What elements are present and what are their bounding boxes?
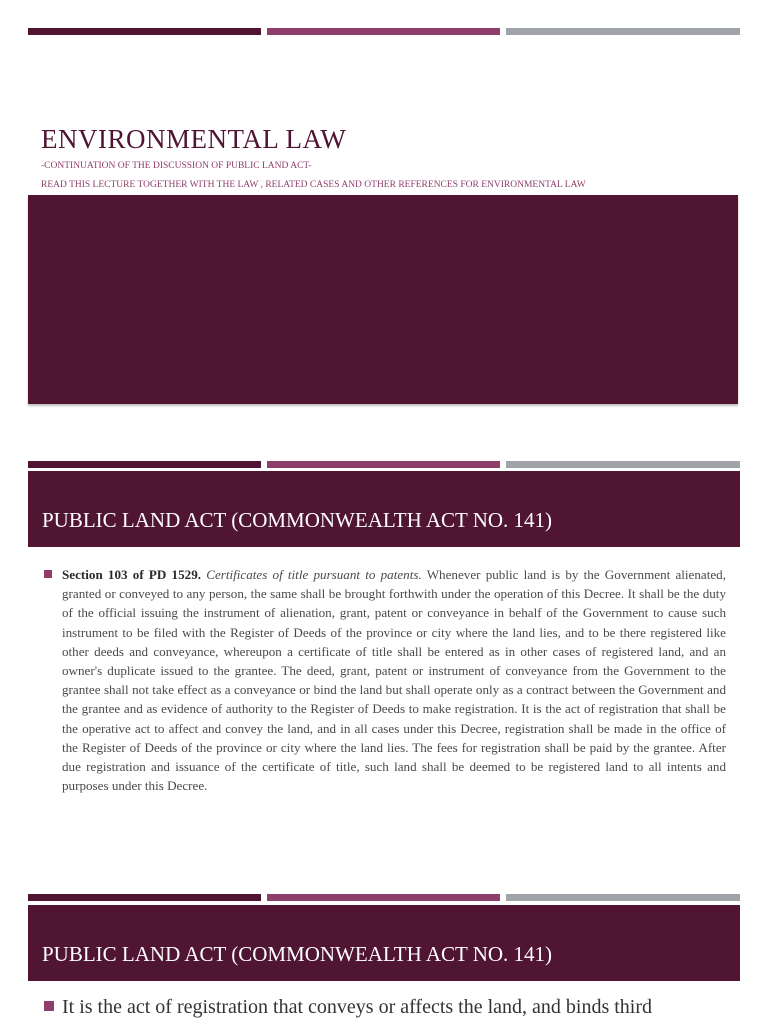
slide-heading: PUBLIC LAND ACT (COMMONWEALTH ACT NO. 141) <box>42 942 553 966</box>
accent-bar-primary <box>28 894 261 901</box>
slide-header <box>28 471 740 547</box>
accent-bar-neutral <box>506 461 740 468</box>
accent-bar-primary <box>28 28 261 35</box>
accent-bar-neutral <box>506 28 740 35</box>
square-bullet-icon <box>44 570 52 578</box>
slide-title: ENVIRONMENTAL LAW <box>41 124 347 154</box>
accent-bars <box>28 461 740 469</box>
list-item <box>44 994 726 1020</box>
slide-subtitle-1: -CONTINUATION OF THE DISCUSSION OF PUBLIC LAND ACT- <box>41 161 312 171</box>
accent-bar-primary <box>28 461 261 468</box>
slide-header <box>28 905 740 981</box>
title-slide <box>0 0 768 420</box>
section-body: Whenever public land is by the Government alienated, granted or conveyed to any person, the same shall be brought forthwith under the operation of this Decree. It shall be the duty of the official issuing the instrument of alienation, grant, patent or conveyance in behalf of the Government to cause such instrument to be filed with the Register of Deeds of the province or city where the land lies, and to be there registered like other deeds and conveyance, whereupon a certificate of title shall be entered as in other cases of registered land, and an owner's duplicate issued to the grantee. The deed, grant, patent or instrument of conveyance from the Government to the grantee shall not take effect as a conveyance or bind the land but shall operate only as a contract between the Government and the grantee and as evidence of authority to the Register of Deeds to make registration. It is the act of registration that shall be the operative act to affect and convey the land, and in all cases under this Decree, registration shall be made in the office of the Register of Deeds of the province or city where the land lies. The fees for registration shall be paid by the grantee. After due registration and issuance of the certificate of title, such land shall be deemed to be registered land to all intents and purposes under this Decree. <box>62 567 726 794</box>
bullet-text: It is the act of registration that conveys or affects the land, and binds third <box>62 996 653 1018</box>
accent-bar-neutral <box>506 894 740 901</box>
list-item <box>44 565 726 795</box>
accent-bars <box>28 28 740 36</box>
accent-bar-accent <box>267 461 500 468</box>
section-103-slide <box>0 440 768 870</box>
slide-heading: PUBLIC LAND ACT (COMMONWEALTH ACT NO. 141) <box>42 508 553 532</box>
slide-subtitle-2: READ THIS LECTURE TOGETHER WITH THE LAW , RELATED CASES AND OTHER REFERENCES FOR ENVIRONMENTAL LAW <box>41 180 586 190</box>
section-reference: Section 103 of PD 1529. <box>62 567 202 582</box>
section-caption: Certificates of title pursuant to patents. <box>206 567 422 582</box>
registration-slide <box>0 885 768 1024</box>
accent-bar-accent <box>267 894 500 901</box>
accent-bar-accent <box>267 28 500 35</box>
title-color-block <box>28 195 738 404</box>
square-bullet-icon <box>44 1001 54 1011</box>
accent-bars <box>28 894 740 902</box>
bullet-paragraph <box>62 565 726 795</box>
